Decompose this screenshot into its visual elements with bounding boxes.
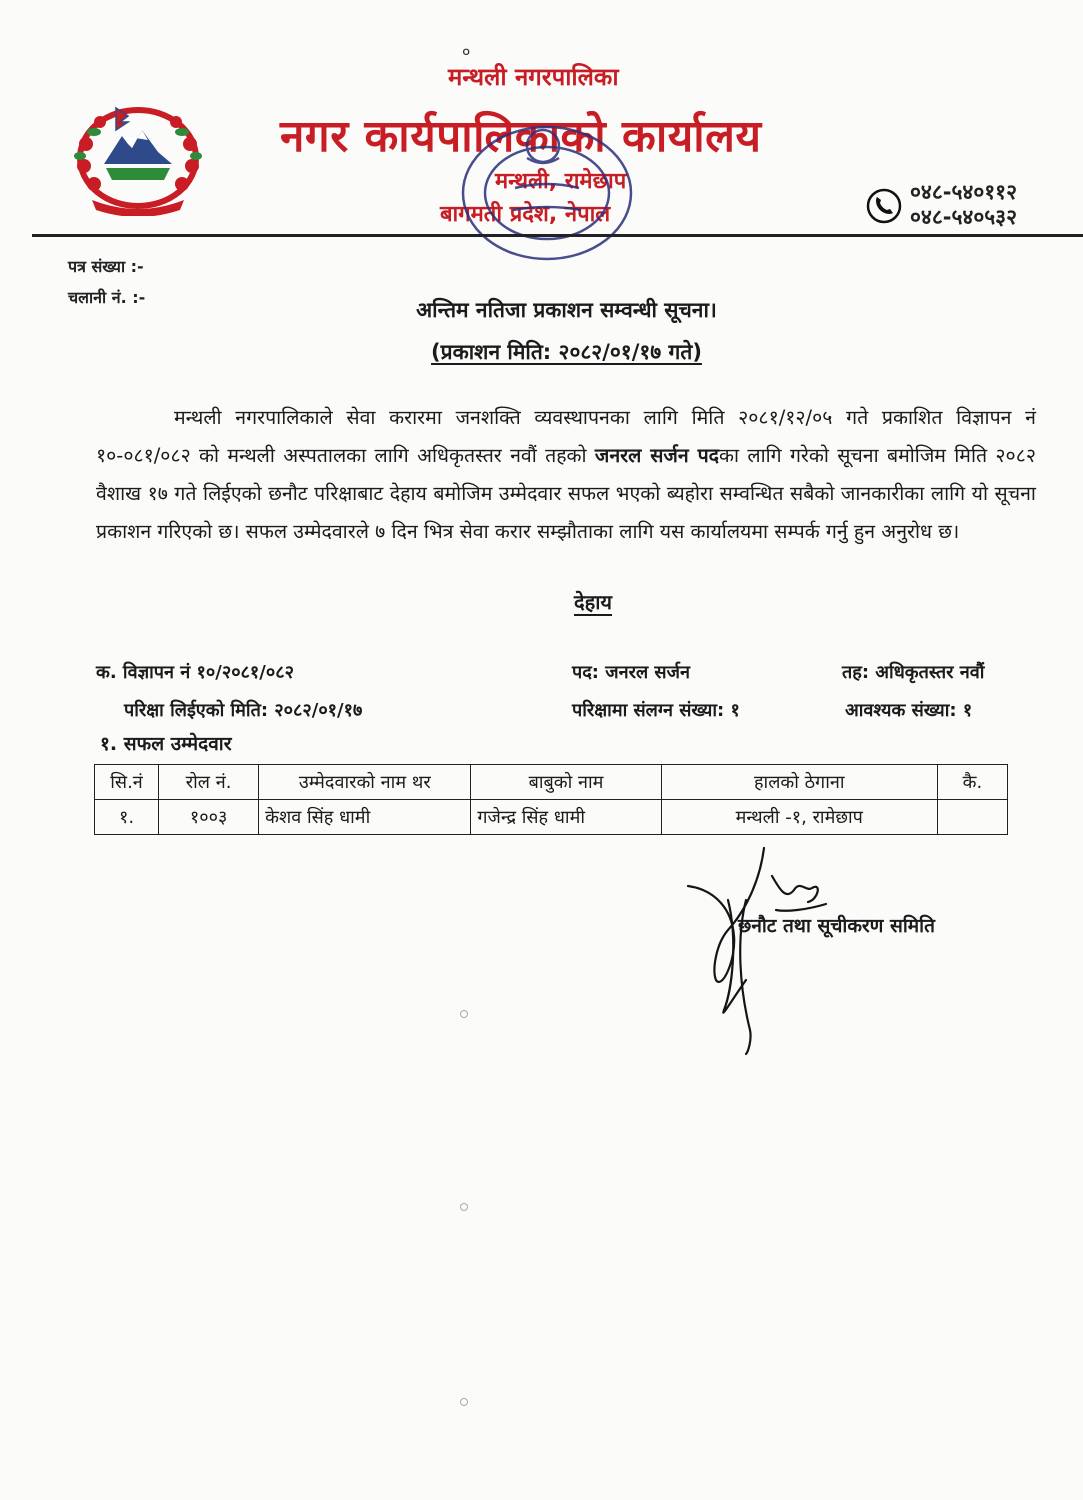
publish-date-text: (प्रकाशन मिति: २०८२/०१/१७ गते) (431, 340, 702, 364)
notice-title: अन्तिम नतिजा प्रकाशन सम्वन्धी सूचना। (416, 298, 717, 322)
office-address: मन्थली, रामेछाप (495, 169, 627, 194)
body-text-part1: मन्थली नगरपालिकाले सेवा करारमा जनशक्ति व्यवस्थापनका लागि मिति २०८१/१२/०५ गते प्रकाशित विज्ञापन नं १०-०८१/०८२ को मन्थली अस्पतालका लागि अधिकृतस्तर नवौं तहको (96, 406, 1036, 467)
required-count: आवश्यक संख्या: १ (845, 700, 973, 721)
cell-father-name: गजेन्द्र सिंह धामी (471, 800, 661, 835)
details-heading: देहाय (574, 590, 613, 614)
cell-address: मन्थली -१, रामेछाप (661, 800, 937, 835)
notice-body (96, 399, 1036, 551)
municipality-name: मन्थली नगरपालिका (448, 63, 619, 91)
notice-paragraph (96, 399, 1036, 551)
office-stamp-icon (455, 118, 640, 268)
phone-number-1: ०४८-५४०११२ (910, 180, 1017, 204)
header-candidate-name: उम्मेदवारको नाम थर (259, 765, 471, 800)
header-serial: सि.नं (95, 765, 159, 800)
phone-icon (866, 188, 902, 224)
office-name: नगर कार्यपालिकाको कार्यालय (280, 111, 762, 162)
scan-mark (460, 1010, 468, 1018)
advert-number: क. विज्ञापन नं १०/२०८१/०८२ (96, 662, 294, 683)
letter-number-label: पत्र संख्या :- (68, 257, 144, 276)
section-title: १. सफल उम्मेदवार (100, 733, 232, 755)
letterhead-mark: ० (462, 42, 471, 61)
body-post-bold: जनरल सर्जन पद (594, 444, 720, 467)
participant-count: परिक्षामा संलग्न संख्या: १ (572, 700, 740, 721)
office-province: बागमती प्रदेश, नेपाल (440, 202, 611, 227)
signature-icon (676, 840, 836, 1060)
cell-remarks (937, 800, 1007, 835)
post-level: तह: अधिकृतस्तर नवौं (842, 662, 985, 683)
cell-roll: १००३ (159, 800, 259, 835)
publish-date (0, 338, 1083, 366)
header-remarks: कै. (937, 765, 1007, 800)
dispatch-number-label: चलानी नं. :- (68, 288, 146, 307)
scan-mark (460, 1203, 468, 1211)
phone-number-2: ०४८-५४०५३२ (910, 205, 1017, 229)
header-roll: रोल नं. (159, 765, 259, 800)
header-father-name: बाबुको नाम (471, 765, 661, 800)
committee-name: छनौट तथा सूचीकरण समिति (738, 915, 935, 937)
nepal-emblem-icon (70, 96, 206, 216)
cell-serial: १. (95, 800, 159, 835)
scan-mark (460, 1398, 468, 1406)
results-table (94, 764, 1008, 835)
post-name: पद: जनरल सर्जन (572, 662, 690, 683)
table-header-row (95, 765, 1008, 800)
letterhead-divider (32, 234, 1083, 237)
table-row (95, 800, 1008, 835)
cell-candidate-name: केशव सिंह धामी (259, 800, 471, 835)
header-address: हालको ठेगाना (661, 765, 937, 800)
exam-date: परिक्षा लिईएको मिति: २०८२/०१/१७ (124, 700, 363, 721)
body-text-part2: का लागि गरेको सूचना बमोजिम मिति २०८२ वैशाख १७ गते लिईएको छनौट परिक्षाबाट देहाय बमोजिम उम्मेदवार सफल भएको ब्यहोरा सम्वन्धित सबैको जानकारीका लागि यो सूचना प्रकाशन गरिएको छ। सफल उम्मेदवारले ७ दिन भित्र सेवा करार सम्झौताका लागि यस कार्यालयमा सम्पर्क गर्नु हुन अनुरोध छ। (96, 444, 1036, 543)
